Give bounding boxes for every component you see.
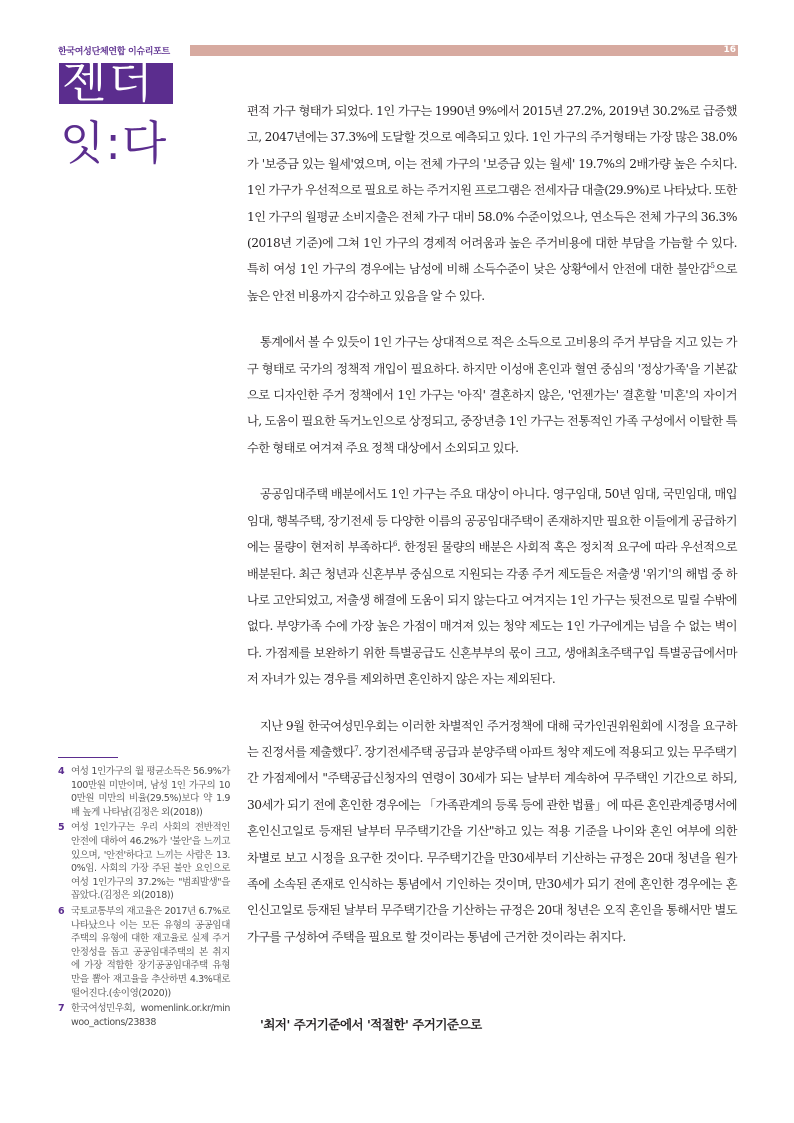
footnote-ref-5[interactable]: 5 [710, 262, 715, 271]
footnote-divider [58, 757, 118, 758]
footnote-text: 국토교통부의 재고율은 2017년 6.7%로 나타났으나 이는 모든 유형의 공공임대주택의 유형에 대한 재고율로 실제 주거안정성을 돕고 공공임대주택의 본 취지에 가장 적합한 장기공공임대주택 유형만을 뽑아 재고율을 추산하면 4.3%대로 떨어진다.(송이영(2020)) [71, 905, 230, 999]
footnote [58, 765, 230, 819]
paragraph-3: 공공임대주택 배분에서도 1인 가구는 주요 대상이 아니다. 영구임대, 50년 임대, 국민임대, 매입임대, 행복주택, 장기전세 등 다양한 이름의 공공임대주택이 존재하지만 필요한 이들에게 공급하기에는 물량이 현저히 부족하다$^6$. 한정된 물량의 배분은 사회적 혹은 정치적 요구에 따라 우선적으로 배분된다. 최근 청년과 신혼부부 중심으로 지원되는 각종 주거 제도들은 저출생 '위기'의 해법 중 하나로 고안되었고, 저출생 해결에 도움이 되지 않는다고 여겨지는 1인 가구는 뒷전으로 밀릴 수밖에 없다. 부양가족 수에 가장 높은 가점이 매겨져 있는 청약 제도는 1인 가구에게는 넘을 수 없는 벽이다. 가점제를 보완하기 위한 특별공급도 신혼부부의 몫이 크고, 생애최초주택구입 특별공급에서마저 자녀가 있는 경우를 제외하면 혼인하지 않은 자는 제외된다. [247, 487, 737, 687]
footnote [58, 905, 230, 1000]
footnote-number: 4 [58, 766, 65, 777]
header-bar [190, 45, 738, 56]
footnote-number: 7 [58, 1003, 65, 1015]
footnote-text[interactable]: 한국여성민우회, womenlink.or.kr/minwoo_actions/23838 [71, 1003, 230, 1028]
paragraph-1: 편적 가구 형태가 되었다. 1인 가구는 1990년 9%에서 2015년 27.2%, 2019년 30.2%로 급증했고, 2047년에는 37.3%에 도달할 것으로 예측되고 있다. 1인 가구의 주거형태는 가장 많은 38.0%가 '보증금 있는 월세'였으며, 이는 전체 가구의 '보증금 있는 월세' 19.7%의 2배가량 높은 수치다. 1인 가구가 우선적으로 필요로 하는 주거지원 프로그램은 전세자금 대출(29.9%)로 나타났다. 또한 1인 가구의 월평균 소비지출은 전체 가구 대비 58.0% 수준이었으나, 연소득은 전체 가구의 36.3%(2018년 기준)에 그쳐 1인 가구의 경제적 어려움과 높은 주거비용에 대한 부담을 가늠할 수 있다. 특히 여성 1인 가구의 경우에는 남성에 비해 소득수준이 낮은 상황$^4$에서 안전에 대한 불안감$^5$으로 높은 안전 비용까지 감수하고 있음을 알 수 있다. [247, 104, 737, 303]
footnotes [58, 765, 230, 1031]
footnote-number: 6 [58, 905, 65, 917]
paragraph-2: 통계에서 볼 수 있듯이 1인 가구는 상대적으로 적은 소득으로 고비용의 주거 부담을 지고 있는 가구 형태로 국가의 정책적 개입이 필요하다. 하지만 이성애 혼인과 혈연 중심의 '정상가족'을 기본값으로 디자인한 주거 정책에서 1인 가구는 '아직' 결혼하지 않은, '언젠가는' 결혼할 '미혼'의 자이거나, 도움이 필요한 독거노인으로 상정되고, 중장년층 1인 가구는 전통적인 가족 구성에서 이탈한 특수한 형태로 여겨져 주요 정책 대상에서 소외되고 있다. [247, 335, 737, 455]
footnote-ref-6[interactable]: 6 [393, 540, 397, 549]
footnote-ref-4[interactable]: 4 [582, 262, 587, 271]
footnote-text: 여성 1인가구는 우리 사회의 전반적인 안전에 대하여 46.2%가 '불안'을 느끼고 있으며, '안전'하다고 느끼는 사람은 13.0%임. 사회의 가장 주된 불안 요인으로 여성 1인가구의 37.2%는 "범죄발생"을 꼽았다.(김정은 외(2018)) [71, 822, 230, 902]
report-series-title: 한국여성단체연합 이슈리포트 [58, 47, 170, 57]
footnote [58, 1002, 230, 1029]
footnote-ref-7[interactable]: 7 [354, 744, 359, 753]
footnote-number: 5 [58, 822, 65, 834]
logo-line-1: 젠더 [62, 54, 155, 108]
footnote-text: 여성 1인가구의 월 평균소득은 56.9%가 100만원 미만이며, 남성 1인 가구의 100만원 미만의 비율(29.5%)보다 약 1.9배 높게 나타남(김정은 외(2018)) [71, 766, 230, 818]
paragraph-4: 지난 9월 한국여성민우회는 이러한 차별적인 주거정책에 대해 국가인권위원회에 시정을 요구하는 진정서를 제출했다$^7$. 장기전세주택 공급과 분양주택 아파트 청약 제도에 적용되고 있는 무주택기간 가점제에서 "주택공급신청자의 연령이 30세가 되는 날부터 계속하여 무주택인 기간으로 하되, 30세가 되기 전에 혼인한 경우에는 「가족관계의 등록 등에 관한 법률」에 따른 혼인관계증명서에 혼인신고일로 등재된 날부터 무주택기간을 기산"하고 있는 적용 기준을 나이와 혼인 여부에 의한 차별로 보고 시정을 요구한 것이다. 무주택기간을 만30세부터 기산하는 규정은 20대 청년을 원가족에 소속된 존재로 인식하는 통념에서 기인하는 것이며, 만30세가 되기 전에 혼인한 경우에는 혼인신고일로 등재된 날부터 무주택기간을 기산하는 규정은 20대 청년은 오직 혼인을 통해서만 별도가구를 구성하여 주택을 필요로 할 것이라는 통념에 근거한 것이라는 취지다. [247, 718, 737, 944]
section-heading: '최저' 주거기준에서 '적절한' 주거기준으로 [260, 1017, 482, 1032]
main-text [247, 98, 737, 970]
footnote [58, 821, 230, 903]
logo-line-2: 잇:다 [60, 116, 168, 170]
page-number: 16 [723, 45, 736, 55]
